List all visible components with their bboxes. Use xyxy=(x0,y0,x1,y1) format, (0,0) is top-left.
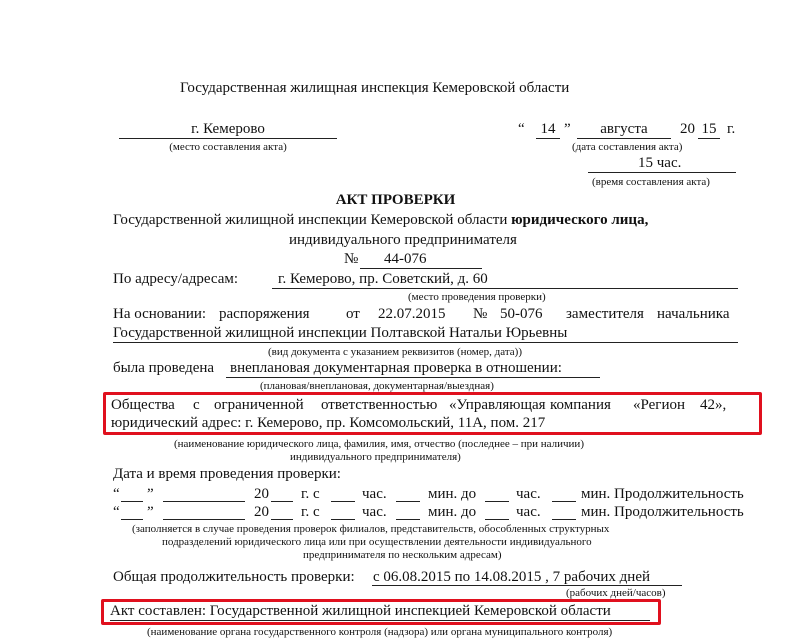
dt-row1-quote-open: “ xyxy=(113,486,120,502)
dt-row1-day-line xyxy=(121,501,143,502)
date-year-underline xyxy=(698,138,720,139)
dt-row1-year-line xyxy=(271,501,293,502)
entity-w6: компания xyxy=(550,397,611,413)
basis-number: 50-076 xyxy=(500,306,543,322)
dt-row2-hour: час. xyxy=(362,504,387,520)
address-label: По адресу/адресам: xyxy=(113,271,239,287)
dt-row2-min-to: мин. до xyxy=(428,504,477,520)
conducted-label: была проведена xyxy=(113,360,215,376)
dt-row2-month-line xyxy=(163,519,245,520)
act-number-label: № xyxy=(344,251,359,267)
dt-row1-min-dur: мин. Продолжительность xyxy=(581,486,744,502)
time-value: 15 час. xyxy=(638,155,682,171)
duration-underline xyxy=(372,585,682,586)
entity-w8: 42», xyxy=(700,397,727,413)
act-subtitle-plain: Государственной жилищной инспекции Кемеровской области xyxy=(113,212,512,228)
entity-caption-2: индивидуального предпринимателя) xyxy=(290,451,461,463)
dt-row1-hour2: час. xyxy=(516,486,541,502)
compiled-caption: (наименование органа государственного контроля (надзора) или органа муниципального контроля) xyxy=(147,626,613,638)
dt-row1-quote-close: ” xyxy=(147,486,154,502)
duration-caption: (рабочих дней/часов) xyxy=(566,587,666,599)
basis-underline xyxy=(113,342,738,343)
conducted-underline xyxy=(226,377,600,378)
entity-w7: «Регион xyxy=(633,397,686,413)
date-year-suffix: 15 xyxy=(701,121,717,137)
entity-caption-1: (наименование юридического лица, фамилия, имя, отчество (последнее – при наличии) xyxy=(174,438,584,450)
date-month: августа xyxy=(600,121,648,137)
entity-highlight-box xyxy=(103,392,762,435)
date-caption: (дата составления акта) xyxy=(572,141,683,153)
basis-caption: (вид документа с указанием реквизитов (номер, дата)) xyxy=(268,346,522,358)
address-underline xyxy=(272,288,738,289)
dt-row1-min-to: мин. до xyxy=(428,486,477,502)
dt-row2-day-line xyxy=(121,519,143,520)
date-day: 14 xyxy=(540,121,556,137)
dt-row2-min2-line xyxy=(552,519,576,520)
datetime-label: Дата и время проведения проверки: xyxy=(113,466,341,482)
conducted-value: внеплановая документарная проверка в отношении: xyxy=(230,360,562,376)
dt-row1-hour: час. xyxy=(362,486,387,502)
place-city: г. Кемерово xyxy=(191,121,265,137)
entity-w2: с xyxy=(193,397,200,413)
dt-row2-quote-open: “ xyxy=(113,504,120,520)
place-underline xyxy=(119,138,337,139)
act-subtitle xyxy=(113,212,648,229)
basis-word2: заместителя xyxy=(566,306,644,322)
duration-value: с 06.08.2015 по 14.08.2015 , 7 рабочих дней xyxy=(373,569,651,585)
time-caption: (время составления акта) xyxy=(592,176,710,188)
compiled-text: Акт составлен: Государственной жилищной инспекцией Кемеровской области xyxy=(110,603,611,619)
basis-prefix: На основании: xyxy=(113,306,207,322)
dt-row2-year: 20 xyxy=(254,504,269,520)
entity-line2: юридический адрес: г. Кемерово, пр. Комсомольский, 11А, пом. 217 xyxy=(111,415,546,431)
entity-w1: Общества xyxy=(111,397,175,413)
act-number-underline xyxy=(360,268,482,269)
dt-row1-min-line xyxy=(396,501,420,502)
dt-row2-quote-close: ” xyxy=(147,504,154,520)
date-month-underline xyxy=(577,138,671,139)
entity-w4: ответственностью xyxy=(321,397,438,413)
basis-date: 22.07.2015 xyxy=(378,306,446,322)
date-year-unit: г. xyxy=(727,121,736,137)
time-underline xyxy=(588,172,736,173)
dt-row2-hour2-line xyxy=(485,519,509,520)
act-subtitle-bold: юридического лица, xyxy=(511,212,649,228)
date-day-underline xyxy=(536,138,560,139)
place-caption: (место составления акта) xyxy=(169,141,287,153)
dt-row1-month-line xyxy=(163,501,245,502)
dt-row2-from: г. с xyxy=(301,504,320,520)
date-open-quote: “ xyxy=(518,121,525,137)
dt-row1-from: г. с xyxy=(301,486,320,502)
dt-row1-year: 20 xyxy=(254,486,269,502)
act-subtitle-line2: индивидуального предпринимателя xyxy=(289,232,517,248)
compiled-highlight-box xyxy=(101,599,661,625)
dt-row2-year-line xyxy=(271,519,293,520)
basis-word: распоряжения xyxy=(219,306,310,322)
dt-row1-hour-line xyxy=(331,501,355,502)
basis-from: от xyxy=(346,306,360,322)
dt-row1-min2-line xyxy=(552,501,576,502)
entity-w5: «Управляющая xyxy=(449,397,546,413)
inspection-header: Государственная жилищная инспекция Кемеровской области xyxy=(180,80,570,96)
dt-row2-min-line xyxy=(396,519,420,520)
entity-w3: ограниченной xyxy=(214,397,304,413)
date-year-prefix: 20 xyxy=(680,121,695,137)
datetime-caption-3: предпринимателя по нескольким адресам) xyxy=(303,549,502,561)
conducted-caption: (плановая/внеплановая, документарная/выездная) xyxy=(260,380,494,392)
dt-row2-hour-line xyxy=(331,519,355,520)
address-caption: (место проведения проверки) xyxy=(408,291,546,303)
basis-word3: начальника xyxy=(657,306,730,322)
basis-line2: Государственной жилищной инспекции Полтавской Натальи Юрьевны xyxy=(113,325,568,341)
basis-no: № xyxy=(473,306,488,322)
act-number: 44-076 xyxy=(384,251,427,267)
dt-row2-min-dur: мин. Продолжительность xyxy=(581,504,744,520)
dt-row1-hour2-line xyxy=(485,501,509,502)
datetime-caption-1: (заполняется в случае проведения проверок филиалов, представительств, обособленных структурных xyxy=(132,523,610,535)
address-value: г. Кемерово, пр. Советский, д. 60 xyxy=(278,271,488,287)
dt-row2-hour2: час. xyxy=(516,504,541,520)
act-title: АКТ ПРОВЕРКИ xyxy=(335,192,456,208)
date-close-quote: ” xyxy=(564,121,571,137)
duration-label: Общая продолжительность проверки: xyxy=(113,569,355,585)
datetime-caption-2: подразделений юридического лица или при осуществлении деятельности индивидуального xyxy=(162,536,592,548)
